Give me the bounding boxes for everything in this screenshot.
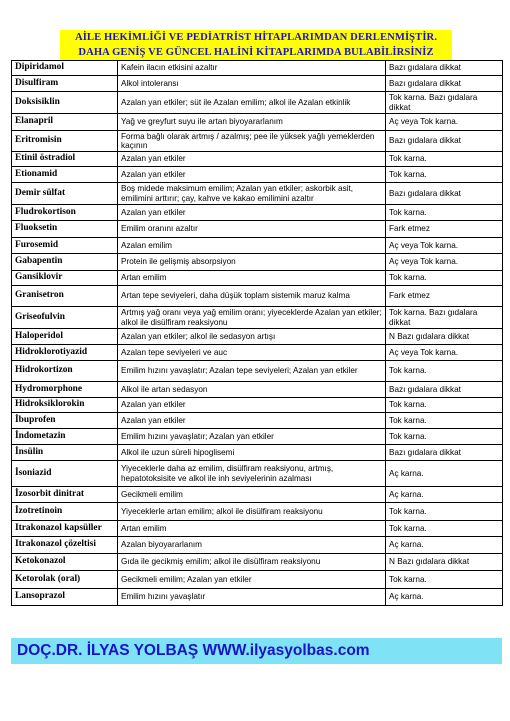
drug-name-cell: Itrakonazol kapsüller [12,521,118,537]
drug-name-cell: Etinil östradiol [12,152,118,167]
drug-name-cell: Hydromorphone [12,382,118,398]
table-row [12,307,503,329]
drug-name-cell: İsoniazid [12,461,118,487]
interaction-cell: Forma bağlı olarak artmış / azalmış; pee ile yüksek yağlı yemeklerden kaçının [118,131,386,152]
advice-cell: Bazı gıdalara dikkat [386,445,503,461]
footer-banner: DOÇ.DR. İLYAS YOLBAŞ WWW.ilyasyolbas.com [11,638,502,664]
advice-cell: Tok karna. [386,413,503,429]
interaction-cell: Azalan yan etkiler; alkol ile sedasyon artışı [118,329,386,345]
drug-name-cell: Eritromisin [12,131,118,152]
table-row [12,487,503,503]
table-row [12,61,503,76]
table-row [12,152,503,167]
advice-cell: Tok karna. [386,271,503,286]
interaction-cell: Gıda ile gecikmiş emilim; alkol ile disülfiram reaksiyonu [118,554,386,571]
interaction-cell: Azalan yan etkiler [118,413,386,429]
interaction-cell: Azalan tepe seviyeleri ve auc [118,345,386,361]
advice-cell: Aç karna. [386,487,503,503]
drug-name-cell: Demir sülfat [12,183,118,205]
advice-cell: Tok karna. [386,503,503,521]
advice-cell: Tok karna. [386,521,503,537]
table-row [12,461,503,487]
drug-name-cell: Griseofulvin [12,307,118,329]
interaction-cell: Azalan yan etkiler [118,205,386,221]
interaction-cell: Emilim hızını yavaşlatır; Azalan yan etkiler [118,429,386,445]
table-row [12,221,503,238]
table-row [12,429,503,445]
table-row [12,503,503,521]
advice-cell: Tok karna. [386,571,503,589]
interaction-cell: Azalan emilim [118,238,386,254]
advice-cell: Bazı gıdalara dikkat [386,61,503,76]
table-row [12,571,503,589]
table-row [12,554,503,571]
drug-name-cell: Fluoksetin [12,221,118,238]
interaction-cell: Artmış yağ oranı veya yağ emilim oranı; yiyeceklerde Azalan yan etkiler; alkol ile disülfiram reaksiyonu [118,307,386,329]
header-banner [60,30,452,60]
table-row [12,286,503,307]
table-row [12,271,503,286]
drug-name-cell: Haloperidol [12,329,118,345]
advice-cell: Aç veya Tok karna. [386,114,503,131]
table-row [12,183,503,205]
advice-cell: Aç veya Tok karna. [386,254,503,271]
table-row [12,413,503,429]
drug-name-cell: Fludrokortison [12,205,118,221]
interaction-cell: Emilim hızını yavaşlatır; Azalan tepe seviyeleri; Azalan yan etkiler [118,361,386,382]
drug-name-cell: İbuprofen [12,413,118,429]
advice-cell: Tok karna. [386,167,503,183]
table-row [12,521,503,537]
interaction-cell: Azalan yan etkiler [118,152,386,167]
interaction-cell: Alkol intoleransı [118,76,386,92]
drug-name-cell: Ketorolak (oral) [12,571,118,589]
interaction-cell: Artan emilim [118,521,386,537]
table-row [12,205,503,221]
table-row [12,329,503,345]
drug-name-cell: Disulfiram [12,76,118,92]
table-row [12,445,503,461]
drug-name-cell: Etionamid [12,167,118,183]
drug-name-cell: Ketokonazol [12,554,118,571]
banner-line-2: DAHA GENİŞ VE GÜNCEL HALİNİ KİTAPLARIMDA BULABİLİRSİNİZ [78,47,434,58]
advice-cell: Bazı gıdalara dikkat [386,76,503,92]
table-row [12,131,503,152]
interaction-cell: Alkol ile artan sedasyon [118,382,386,398]
advice-cell: N Bazı gıdalara dikkat [386,554,503,571]
interaction-cell: Artan tepe seviyeleri, daha düşük toplam sistemik maruz kalma [118,286,386,307]
drug-name-cell: Elanapril [12,114,118,131]
interaction-cell: Kafein ilacın etkisini azaltır [118,61,386,76]
drug-name-cell: Gansiklovir [12,271,118,286]
drug-name-cell: Hidroksiklorokin [12,398,118,413]
table-row [12,398,503,413]
interaction-cell: Gecikmeli emilim [118,487,386,503]
table-row [12,238,503,254]
advice-cell: N Bazı gıdalara dikkat [386,329,503,345]
table-row [12,382,503,398]
drug-name-cell: İzotretinoin [12,503,118,521]
banner-line-1: AİLE HEKİMLİĞİ VE PEDİATRİST HİTAPLARIMDAN DERLENMİŞTİR. [74,32,438,43]
advice-cell: Aç karna. [386,461,503,487]
advice-cell: Fark etmez [386,221,503,238]
drug-name-cell: Hidrokortizon [12,361,118,382]
interaction-cell: Yiyeceklerle daha az emilim, disülfiram reaksiyonu, artmış, hepatotoksisite ve alkol ile inh seviyelerinin azalması [118,461,386,487]
drug-name-cell: Doksisiklin [12,92,118,114]
advice-cell: Aç karna. [386,589,503,606]
table-row [12,361,503,382]
advice-cell: Tok karna. [386,398,503,413]
advice-cell: Tok karna. [386,361,503,382]
drug-name-cell: Lansoprazol [12,589,118,606]
table-row [12,76,503,92]
advice-cell: Tok karna. [386,205,503,221]
interaction-cell: Azalan yan etkiler; süt ile Azalan emilim; alkol ile Azalan etkinlik [118,92,386,114]
interaction-cell: Yağ ve greyfurt suyu ile artan biyoyararlanım [118,114,386,131]
drug-name-cell: İnsülin [12,445,118,461]
interaction-cell: Protein ile gelişmiş absorpsiyon [118,254,386,271]
interaction-cell: Gecikmeli emilim; Azalan yan etkiler [118,571,386,589]
advice-cell: Tok karna. [386,152,503,167]
drug-name-cell: Dipiridamol [12,61,118,76]
table-row [12,92,503,114]
interaction-cell: Emilim hızını yavaşlatır [118,589,386,606]
advice-cell: Tok karna. Bazı gıdalara dikkat [386,307,503,329]
advice-cell: Aç veya Tok karna. [386,345,503,361]
interaction-cell: Artan emilim [118,271,386,286]
advice-cell: Fark etmez [386,286,503,307]
table-row [12,167,503,183]
advice-cell: Bazı gıdalara dikkat [386,382,503,398]
advice-cell: Aç karna. [386,537,503,554]
interaction-cell: Emilim oranını azaltır [118,221,386,238]
advice-cell: Bazı gıdalara dikkat [386,131,503,152]
advice-cell: Tok karna. [386,429,503,445]
interaction-cell: Yiyeceklerle artan emilim; alkol ile disülfiram reaksiyonu [118,503,386,521]
drug-name-cell: Granisetron [12,286,118,307]
advice-cell: Bazı gıdalara dikkat [386,183,503,205]
drug-name-cell: Hidroklorotiyazid [12,345,118,361]
table-body [12,61,503,606]
table-row [12,537,503,554]
drug-name-cell: Furosemid [12,238,118,254]
advice-cell: Aç veya Tok karna. [386,238,503,254]
drug-name-cell: İndometazin [12,429,118,445]
table-row [12,345,503,361]
interaction-cell: Azalan yan etkiler [118,167,386,183]
table-row [12,114,503,131]
table-row [12,589,503,606]
interaction-cell: Alkol ile uzun süreli hipoglisemi [118,445,386,461]
drug-name-cell: İzosorbit dinitrat [12,487,118,503]
interaction-cell: Azalan biyoyararlanım [118,537,386,554]
interaction-cell: Azalan yan etkiler [118,398,386,413]
table-row [12,254,503,271]
interaction-cell: Boş midede maksimum emilim; Azalan yan etkiler; askorbik asit, emilimini arttırır; çay, kahve ve kakao emilimini azaltır [118,183,386,205]
drug-food-interaction-table [11,60,503,606]
drug-name-cell: Gabapentin [12,254,118,271]
advice-cell: Tok karna. Bazı gıdalara dikkat [386,92,503,114]
drug-name-cell: Itrakonazol çözeltisi [12,537,118,554]
